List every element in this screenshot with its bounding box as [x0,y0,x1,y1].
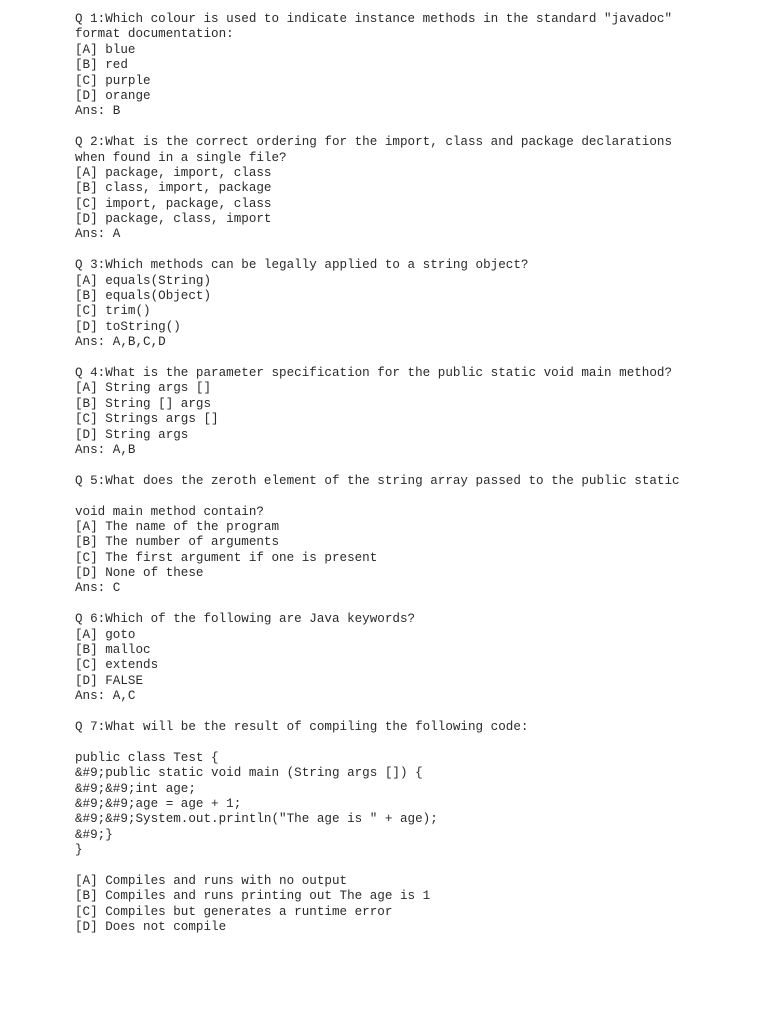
question-text-blank [75,489,735,504]
option-b: [B] red [75,58,128,73]
question-text: Q 6:Which of the following are Java keywords? [75,612,416,627]
option-c: [C] import, package, class [75,196,272,211]
option-d: [D] Does not compile [75,920,227,935]
answer: Ans: A,B [75,442,136,457]
question-block-2 [75,135,735,243]
option-d: [D] FALSE [75,673,144,688]
option-c: [C] The first argument if one is present [75,550,378,565]
code-line: } [75,843,83,858]
question-block-3 [75,258,735,350]
option-c: [C] extends [75,658,159,673]
answer: Ans: A,B,C,D [75,335,166,350]
spacer [75,597,735,612]
code-line: public class Test { [75,750,219,765]
option-a: [A] Compiles and runs with no output [75,873,348,888]
question-block-4 [75,366,735,458]
code-line: &#9;&#9;int age; [75,781,196,796]
spacer [75,120,735,135]
question-block-1 [75,12,735,120]
question-text: Q 1:Which colour is used to indicate instance methods in the standard "javadoc" [75,12,673,26]
question-block-7 [75,720,735,935]
question-text: void main method contain? [75,504,264,519]
question-text: Q 2:What is the correct ordering for the import, class and package declarations [75,135,673,150]
option-a: [A] The name of the program [75,519,280,534]
option-a: [A] goto [75,627,136,642]
option-d: [D] None of these [75,566,204,581]
question-text: Q 3:Which methods can be legally applied to a string object? [75,258,529,273]
spacer [75,458,735,473]
option-b: [B] String [] args [75,396,212,411]
option-d: [D] toString() [75,319,181,334]
code-line: &#9;&#9;age = age + 1; [75,796,242,811]
option-d: [D] orange [75,88,151,103]
quiz-document [75,12,735,935]
spacer [75,735,735,750]
spacer [75,858,735,873]
option-b: [B] equals(Object) [75,289,212,304]
option-b: [B] class, import, package [75,181,272,196]
option-a: [A] package, import, class [75,165,272,180]
option-c: [C] trim() [75,304,151,319]
option-c: [C] purple [75,73,151,88]
option-b: [B] malloc [75,643,151,658]
option-d: [D] package, class, import [75,212,272,227]
option-b: [B] The number of arguments [75,535,280,550]
question-text: Q 4:What is the parameter specification for the public static void main method? [75,365,673,380]
option-a: [A] String args [] [75,381,212,396]
question-text: when found in a single file? [75,150,287,165]
answer: Ans: C [75,581,121,596]
spacer [75,243,735,258]
option-a: [A] equals(String) [75,273,212,288]
option-b: [B] Compiles and runs printing out The age is 1 [75,889,431,904]
code-line: &#9;public static void main (String args []) { [75,766,423,781]
option-c: [C] Strings args [] [75,412,219,427]
spacer [75,705,735,720]
spacer [75,351,735,366]
code-line: &#9;} [75,827,113,842]
question-block-5 [75,474,735,597]
question-block-6 [75,612,735,704]
answer: Ans: A,C [75,689,136,704]
code-line: &#9;&#9;System.out.println("The age is " + age); [75,812,438,827]
option-c: [C] Compiles but generates a runtime error [75,904,393,919]
option-d: [D] String args [75,427,189,442]
option-a: [A] blue [75,42,136,57]
question-text: format documentation: [75,27,234,42]
answer: Ans: A [75,227,121,242]
answer: Ans: B [75,104,121,119]
question-text: Q 5:What does the zeroth element of the string array passed to the public static [75,473,680,488]
question-text: Q 7:What will be the result of compiling the following code: [75,719,529,734]
